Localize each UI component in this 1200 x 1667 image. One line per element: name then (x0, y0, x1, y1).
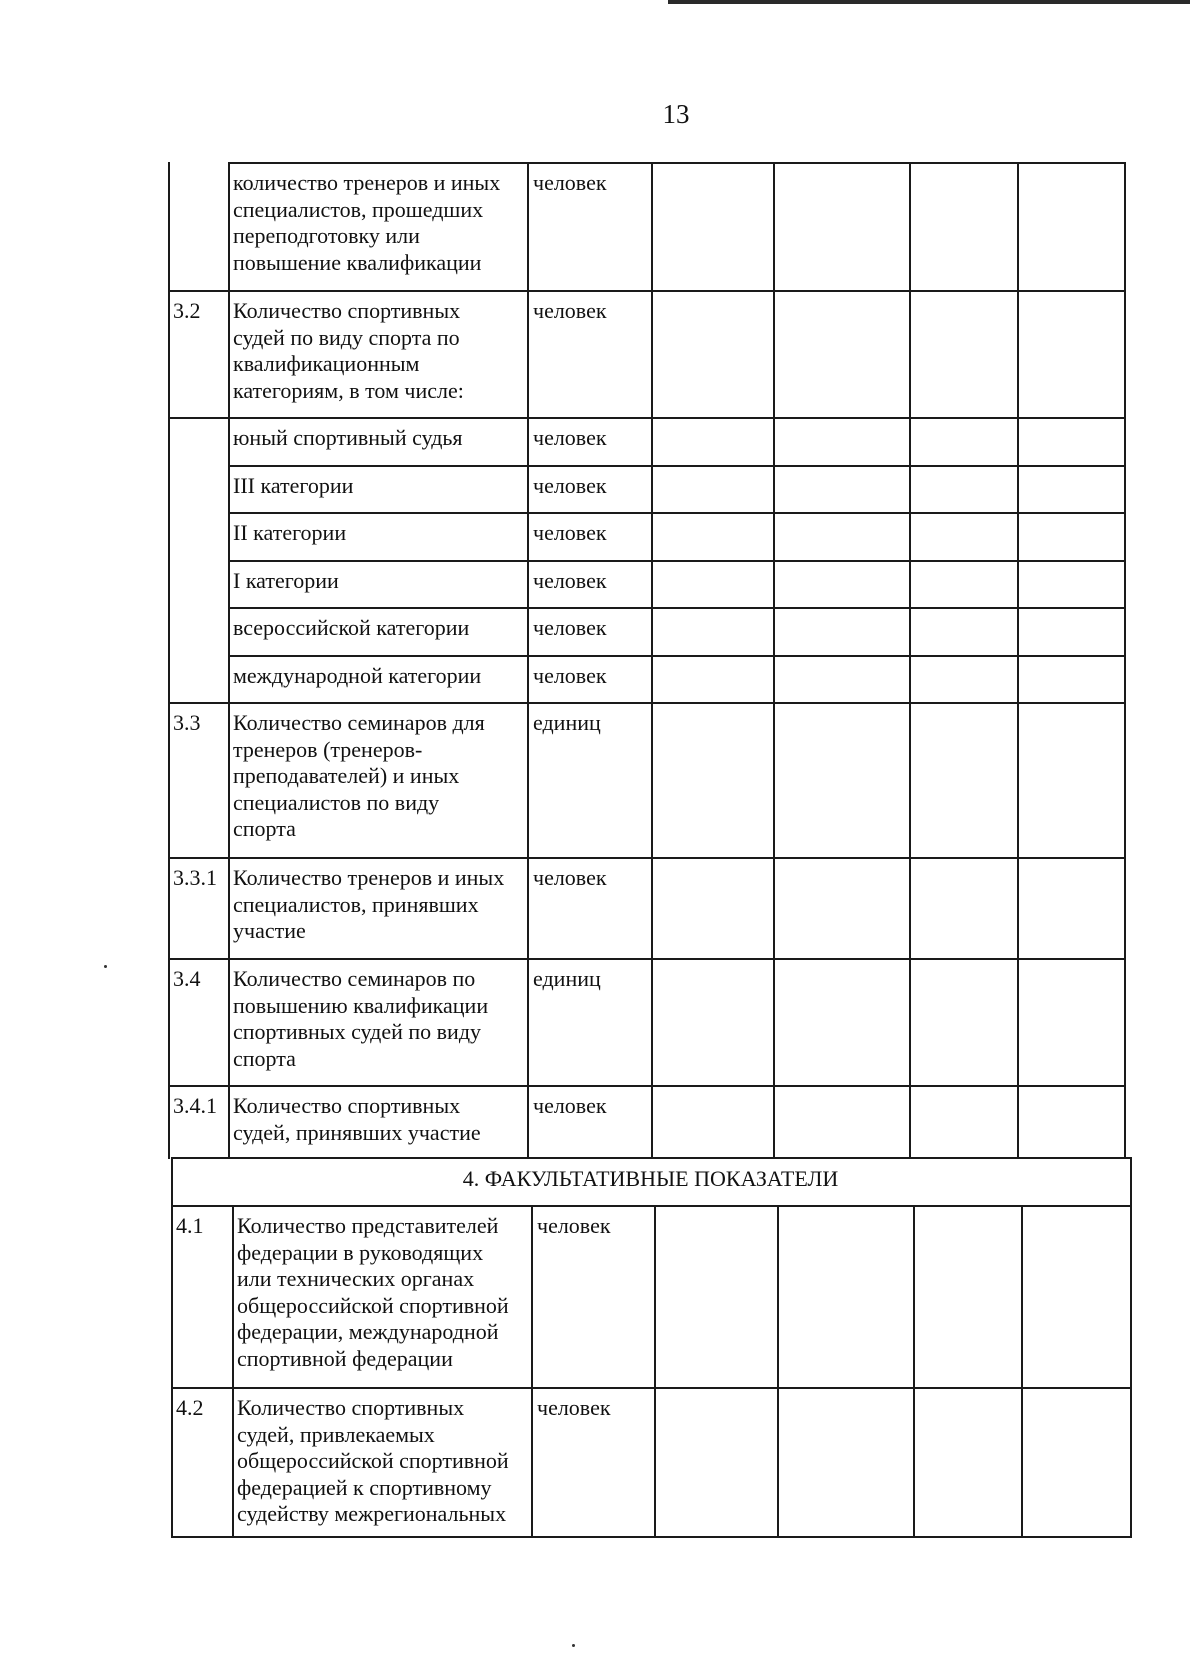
value-cell[interactable] (909, 465, 1017, 512)
value-cell[interactable] (651, 417, 773, 465)
table-rule (651, 1085, 653, 1159)
table-rule (171, 1157, 173, 1207)
indicator-name: количество тренеров и иных специалистов, прошедших переподготовку или повышение квалификации (233, 170, 501, 275)
unit-of-measure: человек (533, 170, 607, 195)
row-number (168, 417, 228, 465)
unit-of-measure: единиц (533, 710, 601, 735)
table-rule (527, 290, 529, 419)
table-rule (531, 1205, 533, 1389)
table-rule (527, 465, 529, 514)
table-rule (228, 560, 1126, 562)
table-rule (651, 958, 653, 1087)
table-rule (1124, 290, 1126, 419)
row-number (168, 607, 228, 655)
indicator-name: Количество семинаров по повышению квалификации спортивных судей по виду спорта (233, 966, 489, 1071)
table-rule (773, 512, 775, 562)
unit-of-measure: человек (537, 1213, 611, 1238)
value-cell[interactable] (909, 655, 1017, 702)
table-rule (168, 1085, 1126, 1087)
unit-of-measure: человек (533, 663, 607, 688)
table-rule (168, 958, 170, 1087)
value-cell[interactable] (1017, 290, 1124, 417)
value-cell[interactable] (651, 1085, 773, 1157)
table-rule (909, 560, 911, 609)
row-number: 3.4 (173, 966, 201, 991)
table-rule (527, 162, 529, 292)
table-rule (909, 290, 911, 419)
table-rule (527, 655, 529, 704)
table-rule (1124, 1085, 1126, 1159)
table-rule (909, 607, 911, 657)
value-cell[interactable] (651, 702, 773, 857)
value-cell[interactable] (1017, 702, 1124, 857)
table-rule (168, 702, 1126, 704)
table-rule (654, 1205, 656, 1389)
table-rule (228, 512, 230, 562)
table-rule (777, 1205, 779, 1389)
indicator-name: Количество спортивных судей, привлекаемых общероссийской спортивной федерацией к спортивному судейству межрегиональных (237, 1395, 509, 1526)
table-rule (168, 162, 170, 292)
table-rule (527, 417, 529, 467)
table-rule (168, 417, 1126, 419)
table-rule (909, 162, 911, 292)
table-rule (168, 958, 1126, 960)
table-rule (527, 702, 529, 859)
table-rule (228, 465, 230, 514)
table-rule (531, 1387, 533, 1538)
table-rule (1017, 1085, 1019, 1159)
table-rule (651, 655, 653, 704)
table-rule (1124, 162, 1126, 292)
table-rule (651, 857, 653, 960)
table-rule (773, 857, 775, 960)
table-rule (1130, 1387, 1132, 1538)
unit-of-measure: человек (537, 1395, 611, 1420)
value-cell[interactable] (773, 465, 909, 512)
unit-of-measure: человек (533, 473, 607, 498)
table-rule (1017, 465, 1019, 514)
row-number (168, 162, 228, 290)
table-rule (527, 512, 529, 562)
value-cell[interactable] (1017, 958, 1124, 1085)
value-cell[interactable] (654, 1387, 777, 1536)
row-number: 3.3.1 (173, 865, 217, 890)
value-cell[interactable] (1021, 1205, 1130, 1387)
value-cell[interactable] (651, 162, 773, 290)
table-rule (1130, 1205, 1132, 1389)
value-cell[interactable] (909, 607, 1017, 655)
unit-of-measure: единиц (533, 966, 601, 991)
value-cell[interactable] (777, 1387, 913, 1536)
table-rule (913, 1387, 915, 1538)
table-rule (1017, 857, 1019, 960)
table-rule (773, 465, 775, 514)
value-cell[interactable] (1017, 655, 1124, 702)
value-cell[interactable] (651, 465, 773, 512)
table-rule (168, 702, 170, 859)
row-number (168, 512, 228, 560)
table-rule (1017, 290, 1019, 419)
table-rule (1017, 560, 1019, 609)
table-rule (228, 655, 1126, 657)
page-number: 13 (662, 99, 690, 129)
value-cell[interactable] (651, 857, 773, 958)
table-rule (651, 512, 653, 562)
value-cell[interactable] (1017, 607, 1124, 655)
value-cell[interactable] (909, 560, 1017, 607)
value-cell[interactable] (909, 1085, 1017, 1157)
table-rule (168, 512, 170, 562)
table-rule (651, 607, 653, 657)
table-rule (773, 560, 775, 609)
unit-of-measure: человек (533, 298, 607, 323)
indicator-name: Количество спортивных судей, принявших участие (233, 1093, 481, 1145)
table-rule (228, 1085, 230, 1159)
value-cell[interactable] (1017, 1085, 1124, 1157)
table-rule (527, 607, 529, 657)
table-rule (168, 1085, 170, 1159)
table-rule (168, 607, 170, 657)
unit-of-measure: человек (533, 865, 607, 890)
value-cell[interactable] (773, 417, 909, 465)
table-rule (232, 1205, 234, 1389)
table-rule (651, 290, 653, 419)
indicator-name: юный спортивный судья (233, 425, 463, 450)
table-rule (228, 465, 1126, 467)
value-cell[interactable] (651, 655, 773, 702)
value-cell[interactable] (654, 1205, 777, 1387)
table-rule (171, 1387, 173, 1538)
value-cell[interactable] (909, 512, 1017, 560)
value-cell[interactable] (909, 162, 1017, 290)
table-rule (168, 417, 170, 467)
table-rule (1124, 417, 1126, 467)
row-number: 4.1 (176, 1213, 204, 1238)
table-rule (1130, 1157, 1132, 1207)
table-rule (909, 857, 911, 960)
table-rule (909, 465, 911, 514)
table-rule (527, 857, 529, 960)
table-rule (1021, 1387, 1023, 1538)
table-rule (773, 958, 775, 1087)
table-rule (168, 560, 170, 609)
table-rule (228, 655, 230, 704)
table-rule (228, 857, 230, 960)
indicator-name: международной категории (233, 663, 482, 688)
table-rule (168, 655, 170, 704)
unit-of-measure: человек (533, 615, 607, 640)
row-number (168, 560, 228, 607)
value-cell[interactable] (1017, 857, 1124, 958)
table-rule (1124, 560, 1126, 609)
indicator-name: всероссийской категории (233, 615, 470, 640)
table-rule (909, 417, 911, 467)
table-rule (909, 655, 911, 704)
value-cell[interactable] (913, 1387, 1021, 1536)
value-cell[interactable] (1017, 162, 1124, 290)
table-rule (773, 702, 775, 859)
table-rule (1017, 655, 1019, 704)
table-rule (228, 702, 230, 859)
table-rule (1017, 162, 1019, 292)
table-rule (228, 162, 230, 292)
table-rule (171, 1205, 1132, 1207)
indicator-name: Количество представителей федерации в руководящих или технических органах общероссийской спортивной федерации, международной спортивной федерации (237, 1213, 509, 1371)
table-rule (1017, 512, 1019, 562)
table-rule (909, 512, 911, 562)
value-cell[interactable] (1021, 1387, 1130, 1536)
value-cell[interactable] (909, 417, 1017, 465)
table-rule (1017, 702, 1019, 859)
table-rule (228, 417, 230, 467)
table-rule (1124, 857, 1126, 960)
table-rule (228, 290, 230, 419)
value-cell[interactable] (773, 655, 909, 702)
indicator-name: Количество спортивных судей по виду спорта по квалификационным категориям, в том числе: (233, 298, 464, 403)
table-rule (168, 465, 170, 514)
value-cell[interactable] (773, 607, 909, 655)
value-cell[interactable] (651, 560, 773, 607)
row-number (168, 465, 228, 512)
table-rule (171, 1536, 1132, 1538)
value-cell[interactable] (773, 560, 909, 607)
table-rule (527, 560, 529, 609)
indicator-name: Количество семинаров для тренеров (тренеров- преподавателей) и иных специалистов по виду спорта (233, 710, 485, 841)
row-number: 4.2 (176, 1395, 204, 1420)
value-cell[interactable] (651, 290, 773, 417)
table-rule (909, 958, 911, 1087)
table-rule (171, 1205, 173, 1389)
row-number: 3.4.1 (173, 1093, 217, 1118)
table-rule (1124, 702, 1126, 859)
value-cell[interactable] (773, 1085, 909, 1157)
indicator-name: I категории (233, 568, 339, 593)
table-rule (228, 162, 1126, 164)
table-rule (168, 857, 1126, 859)
table-rule (651, 417, 653, 467)
table-rule (1124, 655, 1126, 704)
table-rule (773, 655, 775, 704)
value-cell[interactable] (651, 607, 773, 655)
table-rule (228, 512, 1126, 514)
table-rule (773, 417, 775, 467)
table-rule (651, 702, 653, 859)
value-cell[interactable] (1017, 560, 1124, 607)
table-rule (1017, 958, 1019, 1087)
unit-of-measure: человек (533, 520, 607, 545)
table-rule (1017, 417, 1019, 467)
table-rule (654, 1387, 656, 1538)
table-rule (527, 1085, 529, 1159)
value-cell[interactable] (909, 702, 1017, 857)
indicator-name: II категории (233, 520, 347, 545)
row-number (168, 655, 228, 702)
table-rule (1124, 958, 1126, 1087)
value-cell[interactable] (1017, 417, 1124, 465)
table-rule (1124, 465, 1126, 514)
table-rule (232, 1387, 234, 1538)
unit-of-measure: человек (533, 568, 607, 593)
table-rule (651, 162, 653, 292)
row-number: 3.3 (173, 710, 201, 735)
value-cell[interactable] (909, 290, 1017, 417)
value-cell[interactable] (773, 857, 909, 958)
indicator-name: III категории (233, 473, 354, 498)
row-number: 3.2 (173, 298, 201, 323)
table-rule (228, 607, 1126, 609)
value-cell[interactable] (773, 512, 909, 560)
value-cell[interactable] (773, 162, 909, 290)
table-rule (773, 290, 775, 419)
table-rule (1017, 607, 1019, 657)
value-cell[interactable] (1017, 512, 1124, 560)
table-rule (773, 1085, 775, 1159)
value-cell[interactable] (909, 958, 1017, 1085)
value-cell[interactable] (909, 857, 1017, 958)
table-rule (1124, 512, 1126, 562)
value-cell[interactable] (773, 290, 909, 417)
value-cell[interactable] (777, 1205, 913, 1387)
unit-of-measure: человек (533, 1093, 607, 1118)
table-rule (773, 162, 775, 292)
value-cell[interactable] (1017, 465, 1124, 512)
table-rule (228, 560, 230, 609)
table-rule (909, 1085, 911, 1159)
value-cell[interactable] (773, 702, 909, 857)
table-rule (773, 607, 775, 657)
value-cell[interactable] (651, 958, 773, 1085)
table-rule (168, 857, 170, 960)
table-rule (909, 702, 911, 859)
value-cell[interactable] (651, 512, 773, 560)
table-rule (527, 958, 529, 1087)
table-rule (168, 290, 1126, 292)
table-rule (777, 1387, 779, 1538)
table-rule (1021, 1205, 1023, 1389)
table-rule (651, 465, 653, 514)
table-rule (913, 1205, 915, 1389)
section-heading: 4. ФАКУЛЬТАТИВНЫЕ ПОКАЗАТЕЛИ (462, 1166, 839, 1191)
table-rule (171, 1387, 1132, 1389)
table-rule (168, 290, 170, 419)
table-rule (228, 607, 230, 657)
table-rule (228, 958, 230, 1087)
indicator-name: Количество тренеров и иных специалистов, принявших участие (233, 865, 505, 943)
table-rule (1124, 607, 1126, 657)
table-rule (651, 560, 653, 609)
value-cell[interactable] (773, 958, 909, 1085)
value-cell[interactable] (913, 1205, 1021, 1387)
unit-of-measure: человек (533, 425, 607, 450)
